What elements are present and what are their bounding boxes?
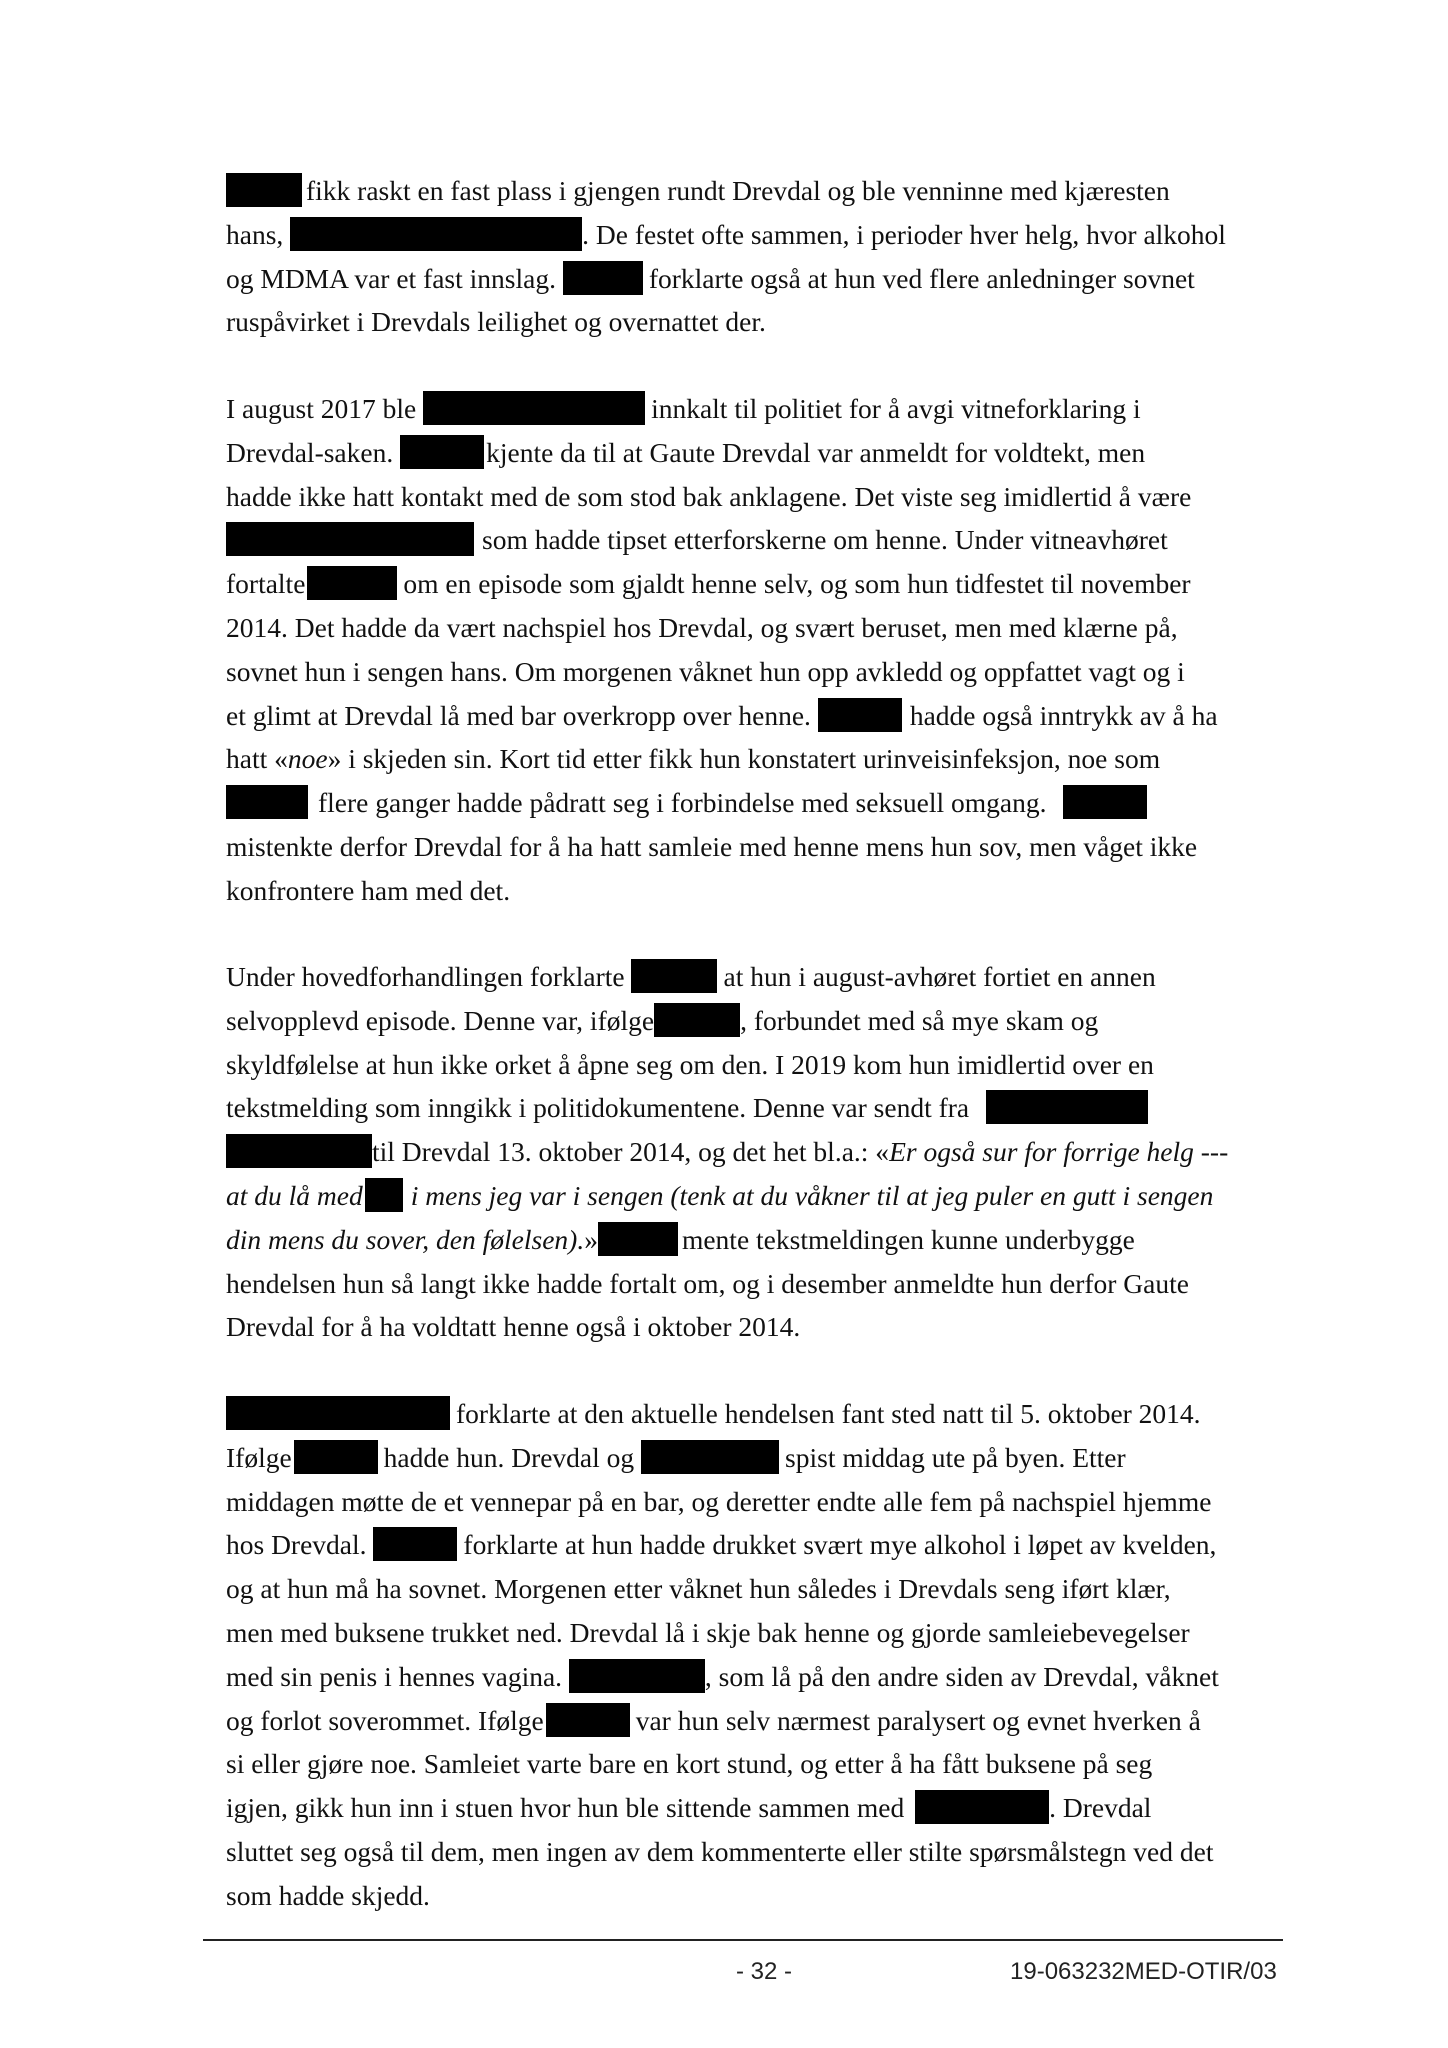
redaction-block — [226, 173, 302, 207]
text-line: men med buksene trukket ned. Drevdal lå i skje bak henne og gjorde samleiebevegelser — [226, 1616, 1190, 1648]
text-line: ruspåvirket i Drevdals leilighet og overnattet der. — [226, 306, 766, 338]
text-line: Under hovedforhandlingen forklarte at hun i august-avhøret fortiet en annen — [226, 961, 1156, 992]
redaction-block — [226, 522, 474, 556]
text-line: din mens du sover, den følelsen).» mente tekstmeldingen kunne underbygge — [226, 1223, 1135, 1255]
text-line: mistenkte derfor Drevdal for å ha hatt samleie med henne mens hun sov, men våget ikke — [226, 830, 1198, 862]
footer-divider — [203, 1939, 1283, 1941]
case-number: 19-063232MED-OTIR/03 — [1010, 1958, 1277, 1985]
text-line: som hadde skjedd. — [226, 1879, 430, 1911]
redaction-block — [818, 698, 902, 732]
text-line: med sin penis i hennes vagina. , som lå på den andre siden av Drevdal, våknet — [226, 1660, 1219, 1692]
text-line: og MDMA var et fast innslag. forklarte også at hun ved flere anledninger sovnet — [226, 262, 1195, 294]
paragraph-4 — [226, 1392, 1286, 1918]
redaction-block — [641, 1440, 779, 1474]
redaction-block — [986, 1090, 1148, 1124]
text-line: til Drevdal 13. oktober 2014, og det het bl.a.: «Er også sur for forrige helg --- — [226, 1130, 1286, 1174]
redaction-block — [546, 1703, 630, 1737]
text-line: at du lå med i mens jeg var i sengen (tenk at du våkner til at jeg puler en gutt i sengen — [226, 1179, 1214, 1211]
redaction-block — [598, 1222, 678, 1256]
text-line: I august 2017 ble innkalt til politiet for å avgi vitneforklaring i — [226, 393, 1141, 424]
text-line: Drevdal-saken. kjente da til at Gaute Drevdal var anmeldt for voldtekt, men — [226, 436, 1146, 468]
redaction-block — [226, 1134, 372, 1168]
text-line: flere ganger hadde pådratt seg i forbindelse med seksuell omgang. — [226, 781, 1286, 825]
redaction-block — [294, 1440, 378, 1474]
text-line: igjen, gikk hun inn i stuen hvor hun ble sittende sammen med . Drevdal — [226, 1792, 1152, 1824]
text-line: et glimt at Drevdal lå med bar overkropp over henne. hadde også inntrykk av å ha — [226, 699, 1218, 731]
page-number: - 32 - — [736, 1958, 793, 1985]
text-line: 2014. Det hadde da vært nachspiel hos Drevdal, og svært beruset, men med klærne på, — [226, 611, 1178, 643]
redaction-block — [654, 1003, 740, 1037]
text-line: fikk raskt en fast plass i gjengen rundt Drevdal og ble venninne med kjæresten — [226, 169, 1286, 213]
redaction-block — [226, 785, 308, 819]
text-line: middagen møtte de et vennepar på en bar, og deretter endte alle fem på nachspiel hjemme — [226, 1485, 1212, 1517]
redaction-block — [400, 435, 484, 469]
text-line: Drevdal for å ha voldtatt henne også i oktober 2014. — [226, 1311, 801, 1343]
text-line: selvopplevd episode. Denne var, ifølge , forbundet med så mye skam og — [226, 1004, 1099, 1036]
text-line: forklarte at den aktuelle hendelsen fant sted natt til 5. oktober 2014. — [226, 1392, 1286, 1436]
text-line: og at hun må ha sovnet. Morgenen etter våknet hun således i Drevdals seng iført klær, — [226, 1573, 1171, 1605]
text-line: Ifølge hadde hun. Drevdal og spist middag ute på byen. Etter — [226, 1441, 1126, 1473]
text-line: sovnet hun i sengen hans. Om morgenen våknet hun opp avkledd og oppfattet vagt og i — [226, 655, 1185, 687]
redaction-block — [423, 391, 645, 425]
text-line: tekstmelding som inngikk i politidokumentene. Denne var sendt fra — [226, 1086, 1286, 1130]
redaction-block — [915, 1790, 1049, 1824]
text-line: hos Drevdal. forklarte at hun hadde drukket svært mye alkohol i løpet av kvelden, — [226, 1529, 1217, 1561]
redaction-block — [307, 566, 397, 600]
redaction-block — [226, 1396, 450, 1430]
text-line: konfrontere ham med det. — [226, 874, 511, 906]
text-line: fortalte om en episode som gjaldt henne selv, og som hun tidfestet til november — [226, 568, 1191, 600]
paragraph-2 — [226, 387, 1286, 913]
text-line: hatt «noe» i skjeden sin. Kort tid etter fikk hun konstatert urinveisinfeksjon, noe som — [226, 743, 1161, 775]
paragraph-1 — [226, 169, 1286, 344]
paragraph-3 — [226, 955, 1286, 1349]
text-line: skyldfølelse at hun ikke orket å åpne seg om den. I 2019 kom hun imidlertid over en — [226, 1048, 1154, 1080]
redaction-block — [569, 1659, 705, 1693]
text-line: hans, . De festet ofte sammen, i perioder hver helg, hvor alkohol — [226, 218, 1226, 250]
redaction-block — [365, 1178, 403, 1212]
redaction-block — [1063, 785, 1147, 819]
redaction-block — [631, 959, 717, 993]
redaction-block — [563, 261, 643, 295]
text-line: og forlot soverommet. Ifølge var hun selv nærmest paralysert og evnet hverken å — [226, 1704, 1201, 1736]
text-line: som hadde tipset etterforskerne om henne. Under vitneavhøret — [226, 518, 1286, 562]
redaction-block — [290, 217, 582, 251]
text-line: sluttet seg også til dem, men ingen av dem kommenterte eller stilte spørsmålstegn ved det — [226, 1835, 1214, 1867]
text-line: si eller gjøre noe. Samleiet varte bare en kort stund, og etter å ha fått buksene på seg — [226, 1748, 1153, 1780]
redaction-block — [373, 1527, 457, 1561]
text-line: hendelsen hun så langt ikke hadde fortalt om, og i desember anmeldte hun derfor Gaute — [226, 1267, 1189, 1299]
text-line: hadde ikke hatt kontakt med de som stod bak anklagene. Det viste seg imidlertid å være — [226, 480, 1192, 512]
